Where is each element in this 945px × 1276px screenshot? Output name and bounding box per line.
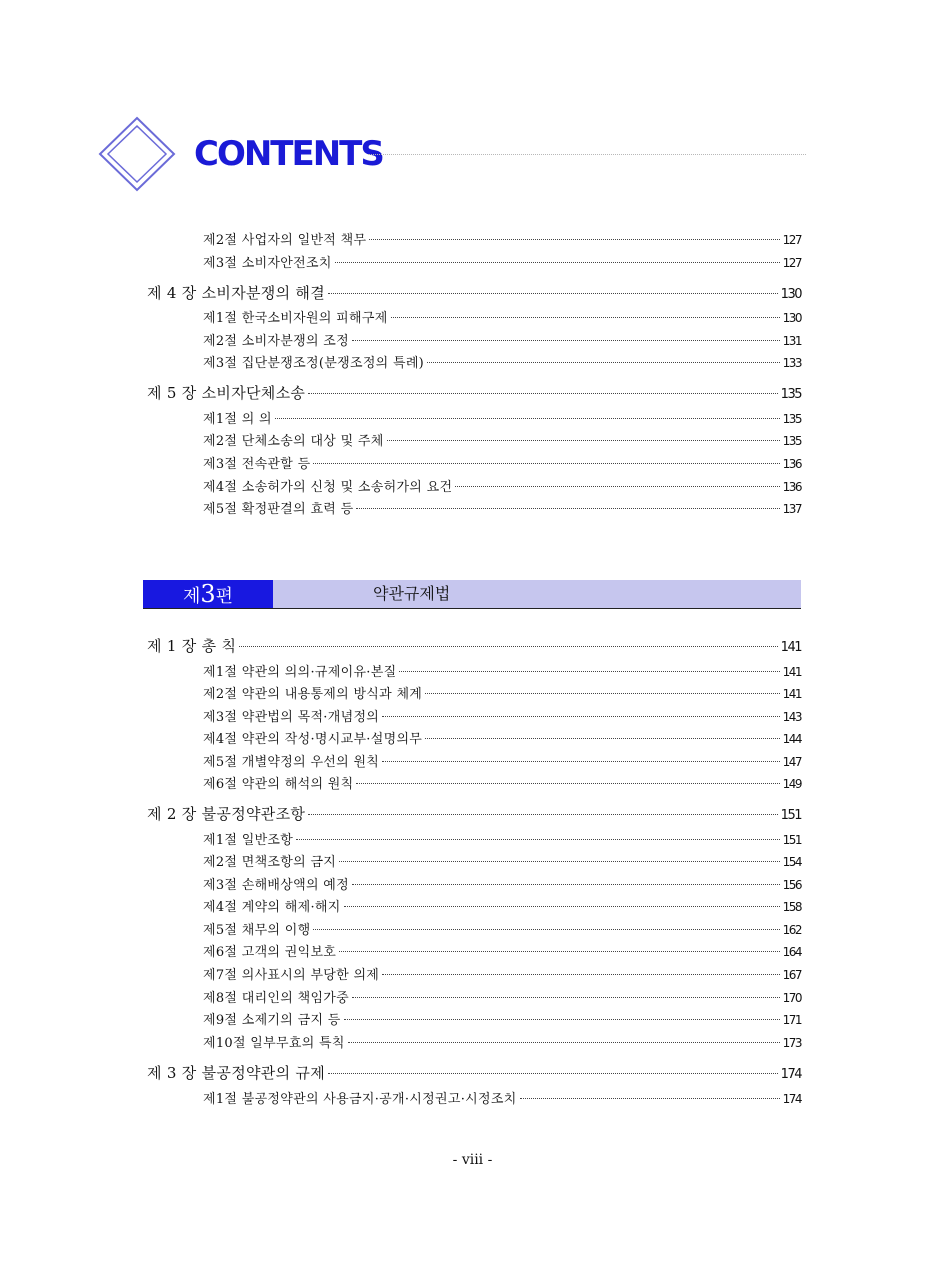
toc-entry-label: 제4절 소송허가의 신청 및 소송허가의 요건 — [203, 480, 453, 495]
toc-chapter-row — [147, 281, 801, 305]
dot-leader — [455, 486, 779, 487]
toc-entry-page: 167 — [782, 968, 801, 982]
toc-entry-label: 제6절 약관의 해석의 원칙 — [203, 777, 354, 792]
dot-leader — [352, 884, 780, 885]
toc-entry-label: 제2절 사업자의 일반적 책무 — [203, 233, 367, 248]
dot-leader — [328, 1073, 778, 1074]
page-number: - viii - — [452, 1152, 493, 1168]
toc-entry-label: 제5절 확정판결의 효력 등 — [203, 502, 354, 517]
dot-leader — [382, 761, 779, 762]
toc-section-row — [203, 252, 801, 274]
toc-section-row — [203, 683, 801, 705]
toc-entry-label: 제3절 집단분쟁조정(분쟁조정의 특례) — [203, 356, 425, 371]
dot-leader — [425, 738, 779, 739]
toc-entry-page: 154 — [782, 855, 801, 869]
toc-entry-label: 제2절 소비자분쟁의 조정 — [203, 334, 350, 349]
toc-entry-page: 135 — [780, 387, 801, 402]
dot-leader — [313, 463, 779, 464]
contents-header — [98, 116, 810, 192]
dot-leader — [382, 974, 779, 975]
toc-entry-page: 144 — [782, 732, 801, 746]
dot-leader — [427, 362, 780, 363]
toc-entry-label: 제1절 약관의 의의·규제이유·본질 — [203, 665, 397, 680]
toc-entry-label: 제 4 장 소비자분쟁의 해결 — [147, 284, 326, 302]
dot-leader — [296, 839, 779, 840]
toc-entry-label: 제1절 일반조항 — [203, 833, 294, 848]
dot-leader — [339, 861, 779, 862]
toc-section-row — [203, 829, 801, 851]
toc-section-row — [203, 728, 801, 750]
part-number-box — [143, 580, 273, 608]
toc-section-row — [203, 706, 801, 728]
toc-entry-label: 제1절 의 의 — [203, 412, 272, 427]
dot-leader — [275, 418, 780, 419]
dot-leader — [348, 1042, 780, 1043]
dot-leader — [308, 393, 778, 394]
toc-entry-page: 135 — [782, 412, 801, 426]
dot-leader — [391, 317, 780, 318]
toc-entry-label: 제7절 의사표시의 부당한 의제 — [203, 968, 380, 983]
toc-section-row — [203, 964, 801, 986]
toc-entry-page: 130 — [782, 311, 801, 325]
toc-chapter-row — [147, 634, 801, 658]
dot-leader — [239, 646, 777, 647]
part-heading — [143, 580, 801, 609]
toc-section-row — [203, 430, 801, 452]
toc-entry-page: 127 — [782, 256, 801, 270]
dot-leader — [335, 262, 780, 263]
toc-entry-page: 135 — [782, 434, 801, 448]
toc-entry-page: 133 — [782, 356, 801, 370]
toc-section-row — [203, 330, 801, 352]
toc-section-row — [203, 661, 801, 683]
toc-entry-page: 130 — [780, 287, 801, 302]
part-title-box — [273, 580, 801, 608]
dot-leader — [352, 340, 780, 341]
dot-leader — [356, 508, 779, 509]
toc-section-row — [203, 352, 801, 374]
toc-entry-page: 162 — [782, 923, 801, 937]
part-suffix: 편 — [215, 586, 234, 607]
toc-section-row — [203, 851, 801, 873]
part-number: 3 — [200, 580, 216, 608]
toc-entry-page: 170 — [782, 991, 801, 1005]
part-prefix: 제 — [182, 586, 201, 607]
diamond-logo-icon — [98, 116, 176, 192]
part-title: 약관규제법 — [373, 584, 451, 603]
toc-entry-page: 173 — [782, 1036, 801, 1050]
dot-leader — [425, 693, 779, 694]
dot-leader — [313, 929, 779, 930]
dot-leader — [339, 951, 779, 952]
toc-entry-page: 141 — [782, 665, 801, 679]
dot-leader — [308, 814, 778, 815]
toc-entry-page: 151 — [780, 808, 801, 823]
toc-entry-label: 제9절 소제기의 금지 등 — [203, 1013, 341, 1028]
toc-section-row — [203, 751, 801, 773]
toc-entry-label: 제5절 채무의 이행 — [203, 923, 311, 938]
toc-entry-label: 제10절 일부무효의 특칙 — [203, 1036, 345, 1051]
dot-leader — [520, 1098, 780, 1099]
toc-entry-page: 156 — [782, 878, 801, 892]
toc-entry-label: 제3절 소비자안전조치 — [203, 256, 332, 271]
toc-section-row — [203, 1009, 801, 1031]
toc-entry-page: 136 — [782, 480, 801, 494]
toc-entry-page: 143 — [782, 710, 801, 724]
toc-chapter-row — [147, 1061, 801, 1085]
toc-entry-page: 141 — [780, 640, 801, 655]
toc-section-row — [203, 1088, 801, 1110]
toc-chapter-row — [147, 381, 801, 405]
toc-entry-label: 제4절 계약의 해제·해지 — [203, 900, 341, 915]
dot-leader — [356, 783, 779, 784]
toc-entry-label: 제6절 고객의 권익보호 — [203, 945, 337, 960]
toc-entry-page: 131 — [782, 334, 801, 348]
toc-entry-page: 151 — [782, 833, 801, 847]
toc-section-row — [203, 987, 801, 1009]
toc-entry-label: 제3절 전속관할 등 — [203, 457, 311, 472]
toc-entry-page: 164 — [782, 945, 801, 959]
toc-entry-page: 136 — [782, 457, 801, 471]
toc-entry-page: 137 — [782, 502, 801, 516]
toc-entry-page: 158 — [782, 900, 801, 914]
toc-entry-page: 174 — [780, 1067, 801, 1082]
toc-entry-label: 제2절 단체소송의 대상 및 주체 — [203, 434, 384, 449]
dot-leader — [328, 293, 778, 294]
toc-entry-label: 제8절 대리인의 책임가중 — [203, 991, 350, 1006]
toc-entry-page: 147 — [782, 755, 801, 769]
toc-entry-label: 제 3 장 불공정약관의 규제 — [147, 1064, 326, 1082]
toc-section-row — [203, 1032, 801, 1054]
toc-section-row — [203, 773, 801, 795]
title-dotted-rule — [368, 154, 806, 155]
toc-entry-page: 141 — [782, 687, 801, 701]
dot-leader — [399, 671, 779, 672]
toc-entry-page: 127 — [782, 233, 801, 247]
dot-leader — [344, 1019, 780, 1020]
toc-entry-label: 제 5 장 소비자단체소송 — [147, 384, 306, 402]
toc-entry-label: 제1절 한국소비자원의 피해구제 — [203, 311, 388, 326]
dot-leader — [382, 716, 779, 717]
toc-entry-label: 제1절 불공정약관의 사용금지·공개·시정권고·시정조치 — [203, 1092, 517, 1107]
toc-section-row — [203, 498, 801, 520]
toc-entry-label: 제2절 면책조항의 금지 — [203, 855, 337, 870]
dot-leader — [369, 239, 779, 240]
toc-section-row — [203, 408, 801, 430]
dot-leader — [352, 997, 780, 998]
dot-leader — [387, 440, 780, 441]
toc-section-row — [203, 307, 801, 329]
toc-entry-label: 제4절 약관의 작성·명시교부·설명의무 — [203, 732, 423, 747]
toc-entry-label: 제5절 개별약정의 우선의 원칙 — [203, 755, 380, 770]
toc-section-row — [203, 941, 801, 963]
toc-entry-label: 제 2 장 불공정약관조항 — [147, 805, 306, 823]
toc-entry-page: 174 — [782, 1092, 801, 1106]
toc-section-row — [203, 896, 801, 918]
toc-section-row — [203, 229, 801, 251]
page-title: CONTENTS — [194, 134, 383, 174]
toc-entry-label: 제3절 손해배상액의 예정 — [203, 878, 350, 893]
dot-leader — [344, 906, 780, 907]
toc-entry-label: 제2절 약관의 내용통제의 방식과 체계 — [203, 687, 423, 702]
toc-entry-page: 171 — [782, 1013, 801, 1027]
toc-section-row — [203, 453, 801, 475]
toc-section-row — [203, 919, 801, 941]
toc-entry-label: 제 1 장 총 칙 — [147, 637, 237, 655]
toc-chapter-row — [147, 802, 801, 826]
toc-entry-label: 제3절 약관법의 목적·개념정의 — [203, 710, 380, 725]
toc-entry-page: 149 — [782, 777, 801, 791]
toc-section-row — [203, 476, 801, 498]
toc-section-row — [203, 874, 801, 896]
